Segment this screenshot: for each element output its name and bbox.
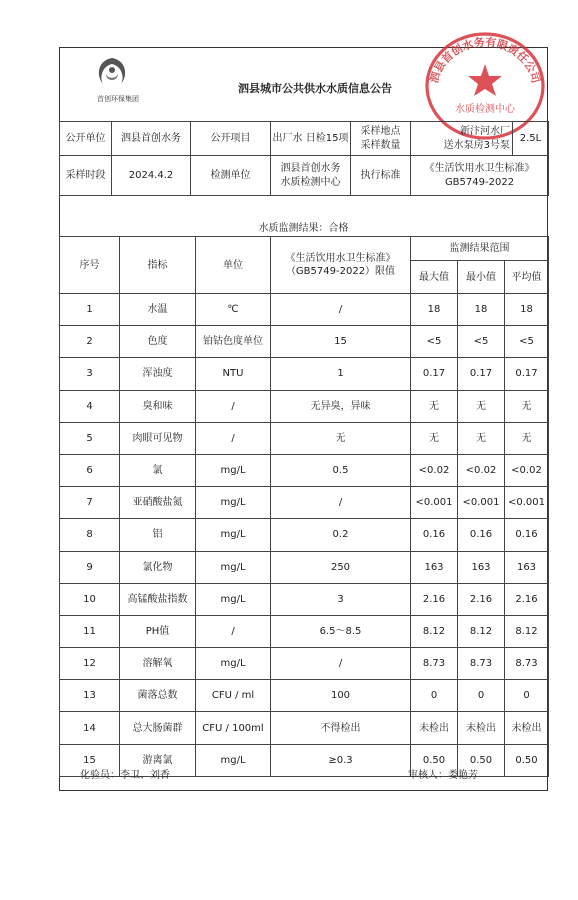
table-row — [60, 680, 549, 712]
label-sampling-place — [351, 122, 411, 156]
row-max: 0.50 — [411, 744, 458, 776]
row-item: 氯化物 — [120, 551, 196, 583]
row-min: 0.16 — [458, 519, 505, 551]
row-max: 0.16 — [411, 519, 458, 551]
head-standard — [271, 237, 411, 294]
row-min: 0.17 — [458, 358, 505, 390]
value-standard-a: 《生活饮用水卫生标准》 — [424, 162, 535, 174]
row-limit: 0.5 — [271, 454, 411, 486]
row-max: 无 — [411, 390, 458, 422]
row-item: 浑浊度 — [120, 358, 196, 390]
label-sampling-place-text: 采样地点 — [360, 125, 401, 137]
row-avg: <0.001 — [505, 487, 549, 519]
row-avg: 2.16 — [505, 583, 549, 615]
logo-text: 首创环保集团 — [97, 95, 139, 103]
table-row — [60, 294, 549, 326]
value-test-unit-a: 泗县首创水务 — [280, 162, 341, 174]
row-min: 8.73 — [458, 648, 505, 680]
row-unit: ℃ — [196, 294, 271, 326]
row-no: 15 — [60, 744, 120, 776]
row-limit: / — [271, 294, 411, 326]
head-item: 指标 — [120, 237, 196, 294]
row-item: 游离氯 — [120, 744, 196, 776]
row-max: 0.17 — [411, 358, 458, 390]
row-min: 8.12 — [458, 615, 505, 647]
table-row — [60, 615, 549, 647]
row-item: 溶解氧 — [120, 648, 196, 680]
row-avg: 0.16 — [505, 519, 549, 551]
row-unit: mg/L — [196, 744, 271, 776]
row-item: 菌落总数 — [120, 680, 196, 712]
row-min: <0.02 — [458, 454, 505, 486]
row-item: 总大肠菌群 — [120, 712, 196, 744]
svg-text:水质检测中心: 水质检测中心 — [455, 104, 515, 115]
row-min: 0 — [458, 680, 505, 712]
row-no: 9 — [60, 551, 120, 583]
table-row — [60, 712, 549, 744]
row-avg: 0.50 — [505, 744, 549, 776]
row-min: 无 — [458, 390, 505, 422]
label-standard: 执行标准 — [351, 156, 411, 196]
row-item: 臭和味 — [120, 390, 196, 422]
row-no: 12 — [60, 648, 120, 680]
row-avg: 8.73 — [505, 648, 549, 680]
row-max: <5 — [411, 326, 458, 358]
result-summary: 水质监测结果：合格 — [258, 223, 349, 234]
row-no: 10 — [60, 583, 120, 615]
row-limit: 100 — [271, 680, 411, 712]
row-unit: mg/L — [196, 519, 271, 551]
value-test-unit — [271, 156, 351, 196]
row-unit: mg/L — [196, 487, 271, 519]
company-logo — [79, 54, 145, 94]
row-limit: 无 — [271, 422, 411, 454]
row-no: 13 — [60, 680, 120, 712]
head-max: 最大值 — [411, 261, 458, 294]
row-max: <0.02 — [411, 454, 458, 486]
row-min: <5 — [458, 326, 505, 358]
row-min: 163 — [458, 551, 505, 583]
head-range: 监测结果范围 — [411, 237, 549, 261]
row-item: 肉眼可见物 — [120, 422, 196, 454]
head-unit: 单位 — [196, 237, 271, 294]
row-no: 14 — [60, 712, 120, 744]
row-no: 1 — [60, 294, 120, 326]
row-item: 亚硝酸盐氮 — [120, 487, 196, 519]
row-unit: mg/L — [196, 454, 271, 486]
row-avg: 无 — [505, 422, 549, 454]
value-publish-item: 出厂水 日检15项 — [271, 122, 351, 156]
label-sampling-period: 采样时段 — [60, 156, 112, 196]
row-max: 2.16 — [411, 583, 458, 615]
row-unit: mg/L — [196, 551, 271, 583]
results-table — [59, 236, 549, 777]
label-test-unit: 检测单位 — [191, 156, 271, 196]
row-min: <0.001 — [458, 487, 505, 519]
head-min: 最小值 — [458, 261, 505, 294]
row-avg: 8.12 — [505, 615, 549, 647]
value-standard — [411, 156, 549, 196]
row-item: PH值 — [120, 615, 196, 647]
row-limit: 3 — [271, 583, 411, 615]
table-row — [60, 422, 549, 454]
reviewer-signature: 审核人：娄艳芳 — [408, 770, 478, 781]
row-no: 6 — [60, 454, 120, 486]
row-unit: mg/L — [196, 648, 271, 680]
table-row — [60, 648, 549, 680]
row-max: 163 — [411, 551, 458, 583]
row-unit: / — [196, 390, 271, 422]
label-publish-item: 公开项目 — [191, 122, 271, 156]
row-no: 4 — [60, 390, 120, 422]
label-sampling-qty-text: 采样数量 — [360, 139, 401, 151]
row-item: 铝 — [120, 519, 196, 551]
row-item: 色度 — [120, 326, 196, 358]
row-avg: 0 — [505, 680, 549, 712]
value-publish-unit: 泗县首创水务 — [112, 122, 191, 156]
value-sampling-period: 2024.4.2 — [112, 156, 191, 196]
row-limit: 无异臭，异味 — [271, 390, 411, 422]
row-avg: 163 — [505, 551, 549, 583]
row-no: 11 — [60, 615, 120, 647]
row-unit: CFU / 100ml — [196, 712, 271, 744]
row-no: 5 — [60, 422, 120, 454]
head-avg: 平均值 — [505, 261, 549, 294]
row-avg: 无 — [505, 390, 549, 422]
row-min: 2.16 — [458, 583, 505, 615]
row-limit: / — [271, 648, 411, 680]
table-row — [60, 583, 549, 615]
head-no: 序号 — [60, 237, 120, 294]
row-limit: ≥0.3 — [271, 744, 411, 776]
document-title: 泗县城市公共供水水质信息公告 — [238, 82, 392, 95]
row-no: 2 — [60, 326, 120, 358]
value-standard-b: GB5749-2022 — [444, 176, 515, 188]
value-sampling-place — [411, 122, 513, 156]
row-unit: / — [196, 615, 271, 647]
row-avg: 0.17 — [505, 358, 549, 390]
row-min: 无 — [458, 422, 505, 454]
info-table — [59, 121, 549, 196]
row-max: 未检出 — [411, 712, 458, 744]
row-max: 0 — [411, 680, 458, 712]
row-avg: 18 — [505, 294, 549, 326]
row-no: 3 — [60, 358, 120, 390]
row-limit: 不得检出 — [271, 712, 411, 744]
row-limit: 6.5～8.5 — [271, 615, 411, 647]
row-max: 8.12 — [411, 615, 458, 647]
row-unit: mg/L — [196, 583, 271, 615]
row-avg: 未检出 — [505, 712, 549, 744]
row-no: 7 — [60, 487, 120, 519]
row-unit: NTU — [196, 358, 271, 390]
row-max: 18 — [411, 294, 458, 326]
row-limit: 1 — [271, 358, 411, 390]
row-limit: / — [271, 487, 411, 519]
row-unit: CFU / ml — [196, 680, 271, 712]
row-limit: 0.2 — [271, 519, 411, 551]
table-row — [60, 454, 549, 486]
table-row — [60, 326, 549, 358]
row-min: 18 — [458, 294, 505, 326]
value-sampling-qty: 2.5L — [513, 122, 549, 156]
value-test-unit-b: 水质检测中心 — [280, 176, 341, 188]
row-item: 氯 — [120, 454, 196, 486]
row-max: 无 — [411, 422, 458, 454]
table-row — [60, 551, 549, 583]
head-standard-b: （GB5749-2022）限值 — [285, 266, 396, 277]
svg-text:泗县首创水务有限责任公司: 泗县首创水务有限责任公司 — [427, 35, 543, 85]
row-avg: <5 — [505, 326, 549, 358]
table-row — [60, 487, 549, 519]
label-publish-unit: 公开单位 — [60, 122, 112, 156]
head-standard-a: 《生活饮用水卫生标准》 — [285, 253, 396, 264]
row-max: <0.001 — [411, 487, 458, 519]
row-unit: / — [196, 422, 271, 454]
row-unit: 铂钴色度单位 — [196, 326, 271, 358]
tester-signature: 化验员：李卫、刘香 — [80, 770, 170, 781]
row-item: 高锰酸盐指数 — [120, 583, 196, 615]
table-row — [60, 358, 549, 390]
row-max: 8.73 — [411, 648, 458, 680]
value-plant: 新汴河水厂 — [460, 125, 510, 137]
row-min: 未检出 — [458, 712, 505, 744]
row-item: 水温 — [120, 294, 196, 326]
table-row — [60, 519, 549, 551]
row-limit: 250 — [271, 551, 411, 583]
row-limit: 15 — [271, 326, 411, 358]
table-row — [60, 390, 549, 422]
value-pump: 送水泵房3号泵 — [443, 139, 510, 151]
row-avg: <0.02 — [505, 454, 549, 486]
row-min: 0.50 — [458, 744, 505, 776]
row-no: 8 — [60, 519, 120, 551]
